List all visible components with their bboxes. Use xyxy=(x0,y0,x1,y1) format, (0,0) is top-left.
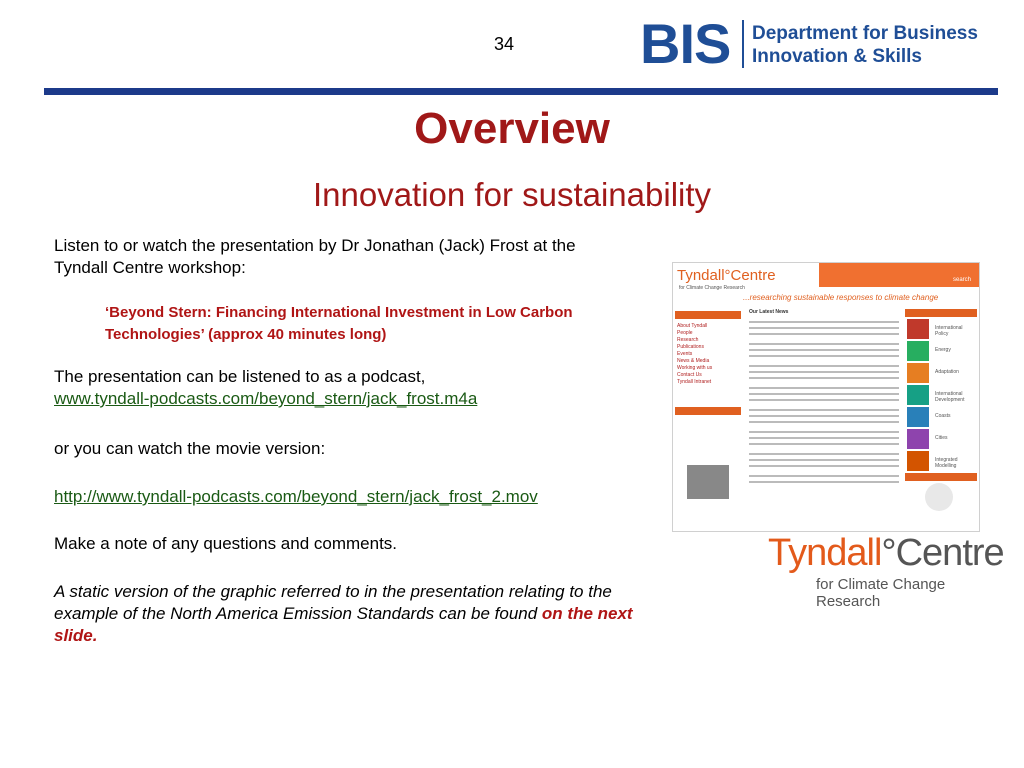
website-news-line xyxy=(749,355,899,357)
website-nav-item: Publications xyxy=(677,344,704,350)
website-podcasts-heading-bar xyxy=(905,473,977,481)
research-label: International Development xyxy=(935,391,965,403)
tyndall-logo-subtitle: for Climate Change Research xyxy=(816,576,946,610)
slide-title: Overview xyxy=(414,104,610,153)
bis-logo-department xyxy=(752,22,978,68)
website-news-line xyxy=(749,349,899,351)
podcast-paragraph xyxy=(54,366,634,410)
website-research-heading-bar xyxy=(905,309,977,317)
website-news-line xyxy=(749,481,899,483)
website-search: search xyxy=(952,277,971,283)
website-nav xyxy=(673,307,743,531)
tyndall-website-screenshot xyxy=(672,262,980,532)
movie-text: or you can watch the movie version: xyxy=(54,439,326,458)
tyndall-centre-logo xyxy=(768,532,1008,610)
website-logo: Tyndall°Centre xyxy=(677,267,776,284)
movie-link[interactable]: http://www.tyndall-podcasts.com/beyond_stern/jack_frost_2.mov xyxy=(54,487,538,506)
website-news xyxy=(749,307,901,531)
website-nav-item: Working with us xyxy=(677,365,713,371)
website-research-programmes xyxy=(905,307,977,531)
note-text: Make a note of any questions and comments. xyxy=(54,534,398,553)
research-label: International Policy xyxy=(935,325,963,337)
website-nav-item: Research xyxy=(677,337,699,343)
research-image xyxy=(907,363,929,383)
website-nav-item: People xyxy=(677,330,693,336)
website-nav-item: About Tyndall xyxy=(677,323,708,329)
website-news-line xyxy=(749,377,899,379)
research-label: Energy xyxy=(935,347,951,353)
website-nav-section-bar xyxy=(675,407,741,415)
research-image xyxy=(907,429,929,449)
intro-text: Listen to or watch the presentation by Dr Jonathan (Jack) Frost at the Tyndall Centre workshop: xyxy=(54,236,576,277)
website-news-line xyxy=(749,431,899,433)
website-nav-item: Contact Us xyxy=(677,372,702,378)
research-label: Adaptation xyxy=(935,369,959,375)
website-nav-item: Events xyxy=(677,351,693,357)
website-news-line xyxy=(749,343,899,345)
website-news-line xyxy=(749,371,899,373)
research-label: Coasts xyxy=(935,413,951,419)
podcast-text: The presentation can be listened to as a podcast, xyxy=(54,367,426,386)
website-news-line xyxy=(749,321,899,323)
research-label: Cities xyxy=(935,435,948,441)
research-image xyxy=(907,319,929,339)
static-note-text: A static version of the graphic referred to in the presentation relating to the example of the North America Emission Standards can be found xyxy=(54,582,612,623)
website-news-line xyxy=(749,421,899,423)
static-note xyxy=(54,581,664,647)
website-header-band xyxy=(819,263,979,287)
website-news-heading: Our Latest News xyxy=(749,309,789,315)
slide-number: 34 xyxy=(494,34,515,54)
research-image xyxy=(907,451,929,471)
tyndall-logo-word: Tyndall xyxy=(768,532,882,574)
website-news-line xyxy=(749,387,899,389)
website-news-line xyxy=(749,465,899,467)
research-image xyxy=(907,341,929,361)
tyndall-logo-centre: °Centre xyxy=(881,532,1004,574)
website-photo xyxy=(687,465,729,499)
website-news-line xyxy=(749,437,899,439)
website-news-line xyxy=(749,453,899,455)
bis-logo-letters: BIS xyxy=(640,12,731,75)
website-news-line xyxy=(749,475,899,477)
website-nav-item: News & Media xyxy=(677,358,710,364)
website-nav-item: Tyndall Intranet xyxy=(677,379,712,385)
website-tagline: ...researching sustainable responses to climate change xyxy=(743,293,939,302)
bis-logo-line1: Department for Business xyxy=(752,23,978,44)
website-news-line xyxy=(749,415,899,417)
website-news-line xyxy=(749,409,899,411)
website-header xyxy=(673,263,979,307)
website-news-line xyxy=(749,399,899,401)
header-rule xyxy=(44,88,998,95)
podcast-link[interactable]: www.tyndall-podcasts.com/beyond_stern/jack_frost.m4a xyxy=(54,389,478,408)
bis-logo-divider xyxy=(742,20,744,68)
website-news-line xyxy=(749,333,899,335)
website-news-line xyxy=(749,365,899,367)
research-image xyxy=(907,385,929,405)
podcast-icon xyxy=(925,483,953,511)
website-news-line xyxy=(749,393,899,395)
research-label: Integrated Modelling xyxy=(935,457,958,469)
website-news-line xyxy=(749,327,899,329)
next-slide-reference: on the next slide. xyxy=(54,604,633,645)
research-image xyxy=(907,407,929,427)
website-nav-header-bar xyxy=(675,311,741,319)
talk-title: ‘Beyond Stern: Financing International Investment in Low Carbon Technologies’ (approx 40 minutes long) xyxy=(105,304,573,343)
website-logo-subtitle: for Climate Change Research xyxy=(679,285,745,291)
website-news-line xyxy=(749,443,899,445)
tyndall-logo-wordmark xyxy=(768,532,1004,575)
website-news-line xyxy=(749,459,899,461)
slide-subtitle: Innovation for sustainability xyxy=(312,176,712,213)
bis-logo-line2: Innovation & Skills xyxy=(752,46,922,67)
bis-logo xyxy=(640,14,980,74)
